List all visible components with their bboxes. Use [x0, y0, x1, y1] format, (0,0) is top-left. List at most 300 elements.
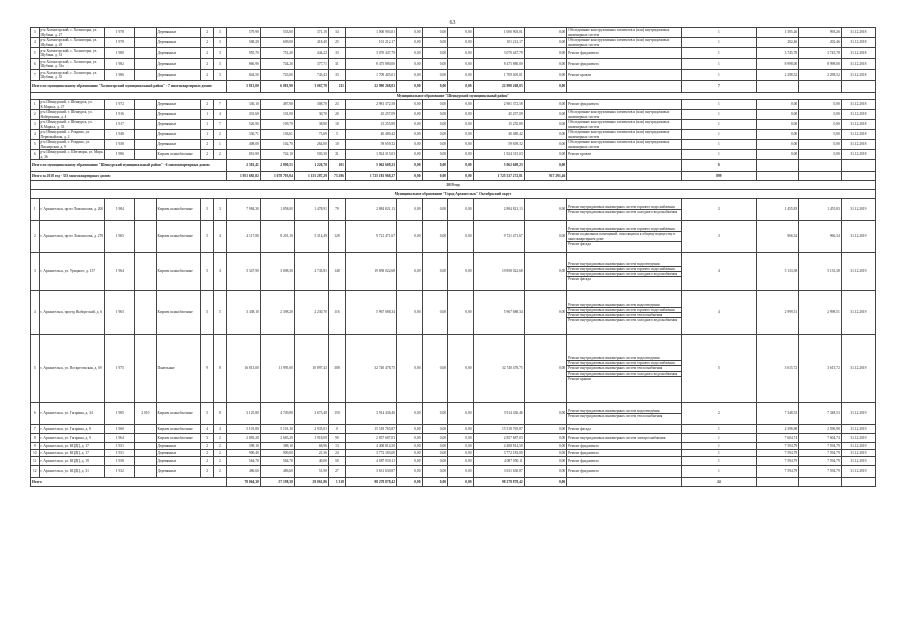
table-cell: 3 — [214, 28, 227, 38]
table-cell: 743,43 — [294, 70, 328, 81]
table-cell: 2 — [214, 150, 227, 160]
table-cell: 1 964 — [105, 253, 135, 291]
table-cell: 7 594,79 — [756, 457, 799, 466]
work-type: Ремонт крыши — [567, 376, 681, 381]
table-cell — [567, 81, 682, 93]
table-cell: 1 917 — [105, 120, 135, 130]
work-type: Ремонт кровли — [568, 152, 591, 157]
table-cell: 2 — [31, 221, 40, 253]
table-cell: 128 — [328, 221, 345, 253]
table-cell: 5 — [201, 434, 214, 443]
subtotal-value: 0,00 — [448, 160, 474, 172]
table-cell: 31.12.2019 — [841, 221, 875, 253]
work-types-cell — [567, 335, 682, 403]
table-cell: Кирпич шлакоблочные — [156, 199, 201, 221]
table-cell: 1 980 — [105, 48, 135, 59]
work-type: Обследование конструктивных элементов и (или) внутридомовых инженерных систем — [568, 110, 670, 119]
table-cell: 9 — [31, 443, 40, 450]
table-cell: 0,00 — [524, 140, 567, 150]
subtotal-row — [31, 172, 876, 181]
table-cell: Деревянные — [156, 48, 201, 59]
table-cell — [135, 48, 156, 59]
table-cell: 3 914 436,46 — [473, 403, 524, 425]
table-cell: 24 — [328, 450, 345, 457]
table-cell: 0,00 — [422, 59, 448, 70]
table-cell: 11 — [31, 457, 40, 466]
table-cell: 0,00 — [448, 59, 474, 70]
table-cell: 31.12.2019 — [841, 434, 875, 443]
subtotal-value: 0,00 — [524, 478, 567, 487]
table-cell: 0,00 — [422, 110, 448, 120]
table-cell: 40 480,42 — [345, 130, 396, 140]
table-cell: 0,00 — [422, 403, 448, 425]
table-cell: 3 — [214, 199, 227, 221]
table-cell: Деревянные — [156, 59, 201, 70]
work-types-cell — [567, 100, 682, 110]
table-cell: 816,90 — [226, 150, 260, 160]
table-cell: 1 986 — [105, 70, 135, 81]
table-cell: 6 — [31, 150, 40, 160]
table-cell: 202,46 — [799, 38, 842, 48]
work-types-cell — [567, 130, 682, 140]
subtotal-label: Итого по муниципальному образованию "Холмогорский муниципальный район" - 7 многоквартирных домов: — [31, 81, 227, 93]
table-row — [31, 150, 876, 160]
table-cell: 0,00 — [422, 70, 448, 81]
subtotal-value: 78 064,30 — [226, 478, 260, 487]
table-cell: 9 721 471,67 — [473, 221, 524, 253]
table-cell: 31.12.2019 — [841, 457, 875, 466]
subtotal-value: 0,00 — [422, 172, 448, 181]
table-cell: г. Архангельск, пр-кт Ломоносова, д. 200 — [39, 199, 105, 221]
table-cell: 0,00 — [524, 403, 567, 425]
table-cell: 8 201,10 — [260, 221, 294, 253]
table-cell: 0,00 — [524, 150, 567, 160]
table-cell: 10 897,43 — [294, 335, 328, 403]
table-cell: 1 924 315,03 — [473, 150, 524, 160]
table-cell: 3 125,80 — [226, 403, 260, 425]
table-cell: 3 070 447,79 — [345, 48, 396, 59]
repair-program-table — [30, 27, 876, 487]
table-cell: г. Архангельск, проезд Выборгский, д. 6 — [39, 291, 105, 335]
subtotal-value: 0,00 — [524, 160, 567, 172]
table-cell: 0,00 — [524, 100, 567, 110]
table-cell: 27 — [328, 466, 345, 478]
table-cell: 0,00 — [397, 130, 423, 140]
subtotal-value: 5 813,00 — [226, 81, 260, 93]
table-cell: 4 087 050,11 — [473, 457, 524, 466]
subtotal-row — [31, 81, 876, 93]
table-cell: 5 — [214, 291, 227, 335]
subtotal-value: 1 226,70 — [294, 160, 328, 172]
table-cell: 4 — [682, 253, 756, 291]
table-cell: 2 683,20 — [260, 434, 294, 443]
table-cell: 5 — [201, 253, 214, 291]
table-cell: 31.12.2019 — [841, 199, 875, 221]
table-cell: 1 — [682, 38, 756, 48]
table-cell: 0,00 — [524, 28, 567, 38]
table-cell: 0,00 — [524, 450, 567, 457]
subtotal-value: 3 067,79 — [294, 81, 328, 93]
table-cell: 2 230,70 — [294, 291, 328, 335]
table-cell: 0,00 — [448, 253, 474, 291]
table-cell — [756, 478, 799, 487]
table-cell: 2 — [201, 466, 214, 478]
table-cell: 0,00 — [448, 443, 474, 450]
table-cell: 1 978 — [105, 38, 135, 48]
work-type: Ремонт внутридомовых инженерных систем водоотведения — [568, 261, 660, 266]
table-cell: 993,26 — [799, 28, 842, 38]
table-cell: 8 — [214, 403, 227, 425]
table-cell — [135, 150, 156, 160]
table-cell: 3 — [31, 28, 40, 38]
table-row — [31, 28, 876, 38]
work-type: Ремонт фундамента — [568, 450, 599, 455]
table-cell: 2 — [201, 70, 214, 81]
table-cell: 3 772 183,00 — [473, 450, 524, 457]
table-body — [31, 28, 876, 487]
table-cell: 0,00 — [448, 457, 474, 466]
table-cell: г. Архангельск, ул. Урицкого, д. 157 — [39, 253, 105, 291]
table-cell: 579,90 — [226, 28, 260, 38]
table-cell: Кирпич шлакоблочные — [156, 425, 201, 434]
table-cell: 0,00 — [397, 48, 423, 59]
table-cell — [567, 160, 682, 172]
table-cell: 2 883,20 — [226, 434, 260, 443]
table-cell: 1 — [201, 120, 214, 130]
subtotal-value: 1 951 685,82 — [226, 172, 260, 181]
work-type: Ремонт внутридомовых инженерных систем горячего водоснабжения — [567, 266, 681, 271]
table-cell: 0,00 — [397, 434, 423, 443]
work-type: Ремонт внутридомовых инженерных систем теплоснабжения — [567, 413, 681, 418]
table-cell: 2 — [214, 450, 227, 457]
table-cell: 2 010 — [135, 403, 156, 425]
table-cell: 1 960 — [105, 425, 135, 434]
table-cell: 3 008,30 — [260, 253, 294, 291]
table-cell: г. Архангельск, ул. Воскресенская, д. 69 — [39, 335, 105, 403]
work-type: Ремонт внутридомовых инженерных систем электроснабжения — [568, 435, 666, 440]
table-cell: 0,00 — [448, 199, 474, 221]
table-cell: 31.12.2018 — [841, 48, 875, 59]
table-cell — [135, 434, 156, 443]
table-cell: 1 — [682, 150, 756, 160]
table-cell: 4 — [214, 110, 227, 120]
table-cell: Деревянные — [156, 28, 201, 38]
table-cell: 1 965 — [105, 291, 135, 335]
table-cell: г. Архангельск, ул. КЦДЦ, д. 17 — [39, 450, 105, 457]
table-cell: 1 — [682, 450, 756, 457]
table-cell: 0,00 — [524, 221, 567, 253]
table-cell: 1 938 — [105, 457, 135, 466]
table-cell: 388,10 — [260, 443, 294, 450]
table-cell: 5 967 688,34 — [345, 291, 396, 335]
section-header-row — [31, 190, 876, 199]
table-cell: 59 659,32 — [473, 140, 524, 150]
subtotal-value: 98 278 878,42 — [473, 478, 524, 487]
table-cell: 40 480,42 — [473, 130, 524, 140]
table-cell: 377,71 — [294, 59, 328, 70]
table-cell: 0,00 — [524, 70, 567, 81]
subtotal-value: 29 061,86 — [294, 478, 328, 487]
table-cell — [135, 120, 156, 130]
table-cell: 3 631 630,87 — [345, 466, 396, 478]
work-type: Ремонт фасада — [567, 241, 681, 246]
table-cell: 0,00 — [422, 140, 448, 150]
subtotal-value: 2 381,41 — [226, 160, 260, 172]
section-title: 2019 год — [31, 181, 876, 190]
table-cell: 0,00 — [422, 221, 448, 253]
table-cell: 1 — [682, 425, 756, 434]
table-cell: 0,00 — [524, 48, 567, 59]
table-cell: р-н Шенкурский, с. Шеговары, ул. Мира, д. 36 — [40, 150, 104, 159]
table-cell: 0,00 — [397, 28, 423, 38]
table-cell: 0,00 — [448, 291, 474, 335]
table-cell: 866,90 — [226, 59, 260, 70]
table-cell: 3 — [31, 120, 40, 130]
work-type: Обследование конструктивных элементов и (или) внутридомовых инженерных систем — [568, 38, 670, 47]
table-cell — [135, 253, 156, 291]
table-cell: 33 — [328, 48, 345, 59]
table-row — [31, 425, 876, 434]
table-cell: 1 — [682, 100, 756, 110]
table-cell: 1 000 903,01 — [473, 28, 524, 38]
table-cell: 844,50 — [226, 70, 260, 81]
table-cell: 5 — [201, 199, 214, 221]
table-cell: 0,00 — [799, 140, 842, 150]
table-cell: 3 615,72 — [756, 335, 799, 403]
table-cell — [135, 28, 156, 38]
table-cell: 31.12.2018 — [841, 130, 875, 140]
table-cell: 1 — [682, 443, 756, 450]
table-cell — [135, 466, 156, 478]
table-cell: 0,00 — [422, 38, 448, 48]
table-cell: 3 — [214, 59, 227, 70]
table-cell: 4 — [201, 425, 214, 434]
table-cell: 0 — [328, 425, 345, 434]
table-cell: 0,00 — [397, 443, 423, 450]
table-cell: 2 884 821,13 — [473, 199, 524, 221]
table-cell — [799, 81, 842, 93]
work-type: Ремонт внутридомовых инженерных систем холодного водоснабжения — [567, 317, 681, 322]
table-cell: 900,40 — [226, 450, 260, 457]
table-cell: 2 — [201, 59, 214, 70]
table-cell: 4 — [31, 38, 40, 48]
table-cell: 0,00 — [448, 466, 474, 478]
table-cell: 1 709 405,01 — [473, 70, 524, 81]
table-cell — [135, 100, 156, 110]
table-cell: Деревянные — [156, 140, 201, 150]
table-cell: 7 348,53 — [756, 403, 799, 425]
table-cell: 2 596,98 — [756, 425, 799, 434]
table-cell: 15 518 765,87 — [345, 425, 396, 434]
table-cell: 32 740 478,75 — [473, 335, 524, 403]
table-cell: 264,00 — [294, 140, 328, 150]
table-cell: 3 — [31, 253, 40, 291]
table-cell: 0,00 — [397, 335, 423, 403]
work-types-cell — [567, 466, 682, 478]
table-cell: 7 594,79 — [799, 450, 842, 457]
subtotal-count: 6 — [682, 160, 756, 172]
subtotal-value: 0,00 — [422, 81, 448, 93]
table-cell: 7 — [31, 70, 40, 81]
table-cell: г. Архангельск, ул. КЦДЦ, д. 17 — [39, 443, 105, 450]
work-types-cell — [567, 403, 682, 425]
table-cell — [135, 291, 156, 335]
section-title: Муниципальное образование "Город Архангельск" Октябрьский округ — [31, 190, 876, 199]
table-cell: 0,00 — [397, 253, 423, 291]
subtotal-label: Итого за 2018 год - 353 многоквартирных домов: — [31, 172, 227, 181]
work-type: Ремонт фундамента — [568, 469, 599, 474]
subtotal-count: 24 — [682, 478, 756, 487]
table-cell: 31.12.2019 — [841, 450, 875, 457]
table-cell: 0,00 — [524, 457, 567, 466]
table-row — [31, 466, 876, 478]
table-cell: 0,00 — [756, 150, 799, 160]
work-type: Ремонт внутридомовых инженерных систем теплоснабжения — [567, 365, 681, 370]
table-cell: 0,00 — [448, 120, 474, 130]
table-cell: 526,90 — [226, 120, 260, 130]
table-cell: 4 — [31, 130, 40, 140]
table-cell: 0,00 — [448, 38, 474, 48]
table-cell: 1 709 405,01 — [345, 70, 396, 81]
subtotal-value: 2 090,51 — [260, 160, 294, 172]
table-cell: 0,00 — [524, 443, 567, 450]
table-cell: 1 984 — [105, 199, 135, 221]
table-cell: 0,00 — [448, 28, 474, 38]
table-cell: 7 348,53 — [799, 403, 842, 425]
table-cell: 0,00 — [756, 110, 799, 120]
table-cell: 11 995,00 — [260, 335, 294, 403]
table-cell: 2 — [214, 466, 227, 478]
table-cell: 101,00 — [260, 110, 294, 120]
work-types-cell — [567, 70, 682, 81]
table-cell: 0,00 — [422, 450, 448, 457]
table-cell: 2 298,52 — [756, 70, 799, 81]
table-cell: 0,00 — [422, 466, 448, 478]
table-cell — [567, 478, 682, 487]
work-types-cell — [567, 253, 682, 291]
table-cell: 13 — [328, 443, 345, 450]
table-cell: 2 857 687,03 — [345, 434, 396, 443]
table-cell: 3 745,78 — [756, 48, 799, 59]
table-cell: 2 — [214, 130, 227, 140]
table-cell: 0,00 — [422, 335, 448, 403]
table-cell: 1 978 — [105, 28, 135, 38]
table-cell — [135, 130, 156, 140]
table-cell: 900,00 — [260, 450, 294, 457]
table-cell: 2 998,51 — [799, 291, 842, 335]
table-row — [31, 457, 876, 466]
table-cell: 308,70 — [294, 100, 328, 110]
table-cell: 2 — [201, 457, 214, 466]
table-cell: 751,20 — [260, 48, 294, 59]
table-cell: 5 133,38 — [756, 253, 799, 291]
table-cell: 0,00 — [448, 221, 474, 253]
table-cell: 0,00 — [397, 199, 423, 221]
table-cell: 1 — [682, 140, 756, 150]
table-cell: 31.12.2018 — [841, 120, 875, 130]
subtotal-value: 0,00 — [397, 81, 423, 93]
subtotal-value: 211 — [328, 81, 345, 93]
subtotal-value: 101 — [328, 160, 345, 172]
table-cell: 4 408 814,50 — [473, 443, 524, 450]
table-cell: 2 — [201, 443, 214, 450]
subtotal-value: 5 062 609,23 — [473, 160, 524, 172]
table-cell: р-н Холмогорский, с. Холмогоры, ул. Шубина, д. 27 — [39, 28, 105, 38]
table-row — [31, 48, 876, 59]
table-cell: 0,00 — [448, 150, 474, 160]
table-cell: 2 935,01 — [294, 425, 328, 434]
table-row — [31, 140, 876, 150]
table-cell: 0,00 — [448, 100, 474, 110]
table-cell: 7 594,79 — [799, 443, 842, 450]
table-row — [31, 70, 876, 81]
table-cell: 7 594,79 — [756, 450, 799, 457]
work-types-cell — [567, 150, 682, 160]
table-cell: 16 813,00 — [226, 335, 260, 403]
table-cell: 90 — [328, 434, 345, 443]
table-cell: Деревянные — [156, 457, 201, 466]
table-cell: 32 740 478,75 — [345, 335, 396, 403]
subtotal-value: 0,00 — [397, 160, 423, 172]
work-types-cell — [567, 199, 682, 221]
table-cell: 0,00 — [397, 100, 423, 110]
table-cell: 5 314,49 — [294, 221, 328, 253]
table-cell: Панельные — [156, 335, 201, 403]
table-row — [31, 403, 876, 425]
subtotal-value: 57 198,30 — [260, 478, 294, 487]
table-cell: 0,00 — [397, 150, 423, 160]
table-cell: 5 — [31, 48, 40, 59]
table-cell: 33 — [328, 70, 345, 81]
table-cell: 0,00 — [799, 150, 842, 160]
table-cell: 308 — [328, 335, 345, 403]
table-cell: 3 914 436,46 — [345, 403, 396, 425]
table-row — [31, 100, 876, 110]
table-cell: Деревянные — [156, 70, 201, 81]
table-cell: 31.12.2018 — [841, 70, 875, 81]
table-cell: 25 — [328, 38, 345, 48]
table-cell: 2 — [214, 434, 227, 443]
table-cell: 3 772 183,00 — [345, 450, 396, 457]
table-cell: 4 087 050,11 — [345, 457, 396, 466]
subtotal-value: 5 062 609,23 — [345, 160, 396, 172]
subtotal-value: 22 990 268,03 — [345, 81, 396, 93]
table-cell: 2 — [682, 403, 756, 425]
table-cell: 336,71 — [226, 130, 260, 140]
table-cell: 0,00 — [422, 443, 448, 450]
table-cell — [135, 450, 156, 457]
table-cell: 0,00 — [799, 130, 842, 140]
table-cell: 19 858 022,68 — [345, 253, 396, 291]
work-type: Обследование конструктивных элементов и (или) внутридомовых инженерных систем — [568, 28, 670, 37]
work-types-cell — [567, 120, 682, 130]
table-cell: 0,00 — [397, 59, 423, 70]
work-types-cell — [567, 221, 682, 253]
table-cell: 0,00 — [397, 221, 423, 253]
table-cell: 0,00 — [524, 466, 567, 478]
subtotal-label: Итого — [31, 478, 227, 487]
table-cell: г. Архангельск, ул. Гагарина, д. 34 — [39, 403, 105, 425]
table-cell: Деревянные — [156, 120, 201, 130]
section-title: Муниципальное образование "Шенкурский муниципальный район" — [31, 93, 876, 100]
table-cell: 0,00 — [799, 100, 842, 110]
table-cell: 0,00 — [448, 70, 474, 81]
table-cell: Деревянные — [156, 450, 201, 457]
work-types-cell — [567, 140, 682, 150]
final-total-row — [31, 478, 876, 487]
table-cell: 486,60 — [226, 466, 260, 478]
table-cell: 109,70 — [260, 120, 294, 130]
